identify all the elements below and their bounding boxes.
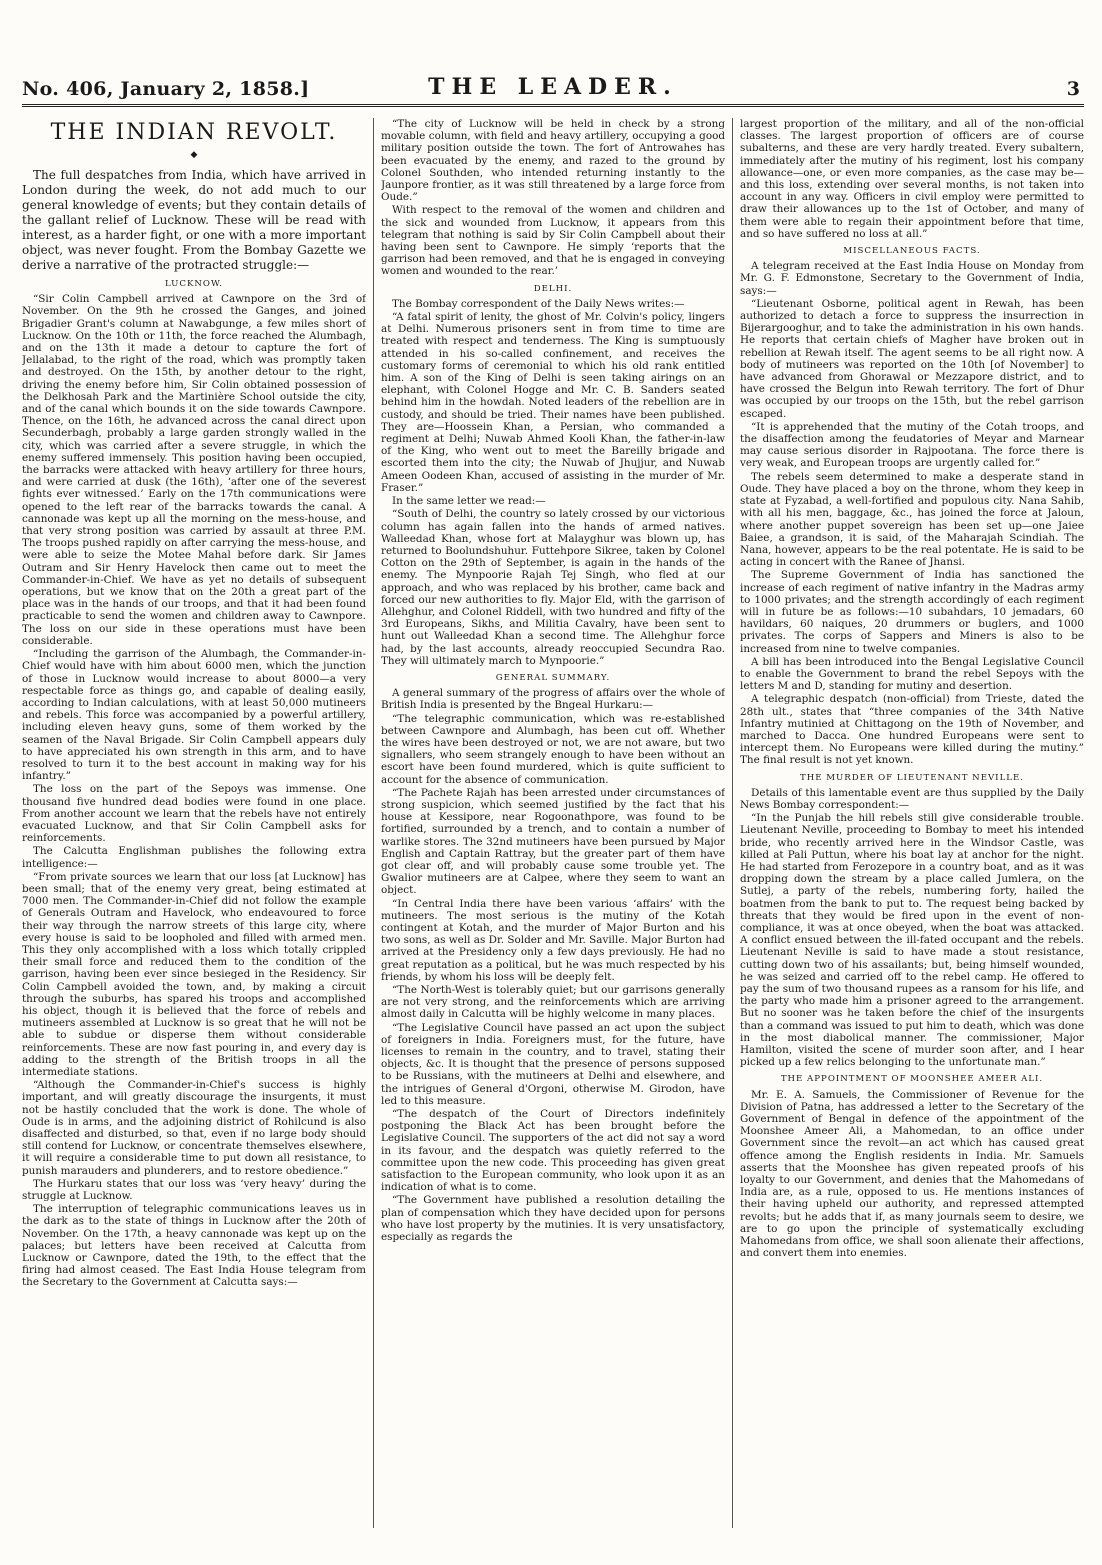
paragraph: Mr. E. A. Samuels, the Commissioner of Revenue for the Division of Patna, has addressed a letter to the Secretary of the Government of Bengal in defence of the appointment of the Moonshee Ameer Ali, a Mahomedan, to an office under Government since the revolt—an act which has caused great offence among the English residents in India. Mr. Samuels asserts that the Moonshee has given repeated proofs of his loyalty to our Government, and denies that the Mahomedans of India are, as a rule, opposed to us. He mentions instances of their having upheld our authority, and repressed attempted revolts; but he adds that if, as many journals seem to desire, we are to go upon the principle of systematically excluding Mahomedans from office, we shall soon alienate their affections, and convert them into enemies. — [740, 1088, 1084, 1260]
paragraph: “The Pachete Rajah has been arrested under circumstances of strong suspicion, which seemed justified by the fact that his house at Kessipore, near Rogoonathpore, was found to be fortified, surrounded by a trench, and to contain a number of warlike stores. The 32nd mutineers have been pursued by Major English and Captain Rattray, but the greater part of them have got clear off, and will probably cause some trouble yet. The Gwalior mutineers are at Calpee, where they seem to want an object. — [381, 786, 725, 897]
column-rule — [373, 118, 374, 1528]
column-3 — [740, 118, 1084, 1528]
newspaper-title: THE LEADER. — [428, 74, 678, 100]
paragraph: “The Government have published a resolution detailing the plan of compensation which they have decided upon for persons who have lost property by the mutinies. It is very unsatisfactory, especially as regards the — [381, 1194, 725, 1244]
paragraph: A telegram received at the East India House on Monday from Mr. G. F. Edmonstone, Secretary to the Government of India, says:— — [740, 260, 1084, 297]
paragraph: The Hurkaru states that our loss was ‘very heavy’ during the struggle at Lucknow. — [22, 1177, 366, 1203]
section-heading: GENERAL SUMMARY. — [495, 672, 611, 683]
column-rule — [732, 118, 733, 1528]
paragraph: Details of this lamentable event are thus supplied by the Daily News Bombay correspondent:— — [740, 786, 1084, 811]
paragraph: “Although the Commander-in-Chief's success is highly important, and will greatly discourage the insurgents, it must not be hastily concluded that the work is done. The whole of Oude is in arms, and the adjoining district of Rohilcund is also disaffected and disturbed, so that, even if no large body should still contend for Lucknow, or concentrate themselves elsewhere, it will require a considerable time to put down all resistance, to punish marauders and plunderers, and to restore obedience.” — [22, 1079, 366, 1177]
paragraph: “From private sources we learn that our loss [at Lucknow] has been small; that of the enemy very great, being estimated at 7000 men. The Commander-in-Chief did not follow the example of Generals Outram and Havelock, who endeavoured to force their way through the narrow streets of this large city, where every house is said to be loopholed and filled with armed men. This they only accomplished with a loss which totally crippled their small force and reduced them to the condition of the garrison, having been ever since besieged in the Residency. Sir Colin Campbell avoided the town, and, by making a circuit through the suburbs, has spared his troops and accomplished his object, though it is believed that the force of rebels and mutineers assembled at Lucknow is so great that he will not be able to subdue or disperse them without considerable reinforcements. These are now fast pouring in, and every day is adding to the strength of the British troops in all the intermediate stations. — [22, 870, 366, 1078]
paragraph: “The Legislative Council have passed an act upon the subject of foreigners in India. Foreigners must, for the future, have licenses to remain in the country, and to travel, stating their objects, &c. It is thought that the presence of persons supposed to be Russians, with the mutineers at Delhi and elsewhere, and the intrigues of General d'Orgoni, otherwise M. Girodon, have led to this measure. — [381, 1021, 725, 1107]
paragraph: In the same letter we read:— — [392, 495, 546, 508]
paragraph: “The despatch of the Court of Directors indefinitely postponing the Black Act has been brought before the Legislative Council. The supporters of the act did not say a word in its favour, and the despatch was quietly referred to the committee upon the new code. This proceeding has given great satisfaction to the European community, who look upon it as an indication of what is to come. — [381, 1108, 725, 1194]
paragraph: “A fatal spirit of lenity, the ghost of Mr. Colvin's policy, lingers at Delhi. Numerous prisoners sent in from time to time are treated with respect and tenderness. The King is sumptuously attended in his so-called confinement, and receives the customary forms of ceremonial to which his old rank entitled him. A son of the King of Delhi is seen taking airings on an elephant, with Colonel Hogge and Mr. C. B. Sanders seated behind him in the howdah. Noted leaders of the rebellion are in custody, and should be tried. Their names have been published. They are—Hoossein Khan, a Persian, who commanded a regiment at Delhi; Nuwab Ahmed Kooli Khan, the father-in-law of the King, who went out to meet the Bareilly brigade and escorted them into the city; the Nuwab of Jhujjur, and Nuwab Ameen Oodeen Khan, accused of assisting in the murder of Mr. Fraser.” — [381, 311, 725, 494]
section-heading: THE MURDER OF LIEUTENANT NEVILLE. — [800, 772, 1024, 783]
paragraph: “Lieutenant Osborne, political agent in Rewah, has been authorized to detach a force to suppress the insurrection in Bijerargooghur, and to take the administration in his own hands. He reports that certain chiefs of Magher have broken out in rebellion at Rewah itself. The agent seems to be all right now. A body of mutineers was reported on the 10th [of November] to have advanced from Ghorawal or Mezzapore district, and to have crossed the Belgun into Rewah territory. The fort of Dhur was occupied by our troops on the 15th, but the rebel garrison escaped. — [740, 297, 1084, 420]
article-columns — [22, 118, 1084, 1528]
masthead — [22, 70, 1084, 107]
paragraph: The Supreme Government of India has sanctioned the increase of each regiment of native infantry in the Madras army to 1000 privates; and the strength accordingly of each regiment will in future be as follows:—10 subahdars, 10 jemadars, 60 havildars, 60 naiques, 20 drummers or buglers, and 1000 privates. The corps of Sappers and Miners is also to be increased from nine to twelve companies. — [740, 569, 1084, 655]
paragraph: “The city of Lucknow will be held in check by a strong movable column, with field and heavy artillery, occupying a good military position outside the town. The fort of Antrowahes has been evacuated by the enemy, and razed to the ground by Colonel Southden, who intended returning instantly to the Jaunpore frontier, as it was still threatened by a large force from Oude.” — [381, 118, 725, 204]
paragraph: The interruption of telegraphic communications leaves us in the dark as to the state of things in Lucknow after the 20th of November. On the 17th, a heavy cannonade was kept up on the palaces; but letters have been received at Calcutta from Lucknow or Cawnpore, dated the 19th, to the effect that the firing had almost ceased. The East India House telegram from the Secretary to the Government at Calcutta says:— — [22, 1203, 366, 1289]
section-heading: MISCELLANEOUS FACTS. — [843, 246, 981, 257]
paragraph: The loss on the part of the Sepoys was immense. One thousand five hundred dead bodies were found in one place. From another account we learn that the rebels have not entirely evacuated Lucknow, and that Sir Colin Campbell asks for reinforcements. — [22, 783, 366, 845]
page-number: 3 — [1066, 78, 1080, 100]
paragraph: “Including the garrison of the Alumbagh, the Commander-in-Chief would have with him about 6000 men, which the junction of those in Lucknow would increase to about 8000—a very respectable force as things go, and capable of dealing easily, according to Indian calculations, with at least 50,000 mutineers and rebels. This force was accompanied by a powerful artillery, including eleven heavy guns, some of them worked by the seamen of the Naval Brigade. Sir Colin Campbell appears duly to have appreciated his own strength in this arm, and to have resolved to turn it to the best account in making way for his infantry.” — [22, 648, 366, 783]
paragraph: The Calcutta Englishman publishes the following extra intelligence:— — [22, 845, 366, 870]
paragraph: “In the Punjab the hill rebels still give considerable trouble. Lieutenant Neville, proceeding to Bombay to meet his intended bride, who recently arrived here in the Windsor Castle, was killed at Pali Puttun, where his boat lay at anchor for the night. He had started from Ferozepore in a country boat, and as it was dropping down the stream by a place called Jumlera, on the Sutlej, a party of the rebels, numbering forty, hailed the boatmen from the bank to put to. The request being backed by threats that they would be fired upon in the event of non-compliance, it was at once obeyed, when the boat was attacked. A conflict ensued between the ill-fated occupant and the rebels. Lieutenant Neville is said to have made a stout resistance, cutting down two of his assailants; but, being himself wounded, he was seized and carried off to the rebel camp. He offered to pay the sum of two thousand rupees as a ransom for his life, and the party who made him a prisoner agreed to the arrangement. But no sooner was he taken before the chief of the insurgents than a command was issued to put him to death, which was done in the most diabolical manner. The commissioner, Major Hamilton, visited the scene of murder soon after, and I hear picked up a few relics belonging to the unfortunate man.” — [740, 812, 1084, 1069]
paragraph: A bill has been introduced into the Bengal Legislative Council to enable the Government to brand the rebel Sepoys with the letters M and D, standing for mutiny and desertion. — [740, 655, 1084, 693]
section-heading: THE APPOINTMENT OF MOONSHEE AMEER ALI. — [780, 1074, 1044, 1085]
paragraph: “Sir Colin Campbell arrived at Cawnpore on the 3rd of November. On the 9th he crossed the Ganges, and joined Brigadier Grant's column at Nawabgunge, a few miles short of Lucknow. On the 10th or 11th, the force reached the Alumbagh, and on the 13th it made a detour to capture the fort of Jellalabad, to the right of the road, which was promptly taken and destroyed. On the 15th, by another detour to the right, driving the enemy before him, Sir Colin obtained possession of the Delkhosah Park and the Martinière School outside the city, and of the canal which bounds it on the side towards Cawnpore. Thence, on the 16th, he advanced across the canal direct upon Secunderbagh, probably a large garden strongly walled in the city, which was carried after a severe struggle, in which the enemy suffered immensely. This position having been occupied, the barracks were attacked with heavy artillery for three hours, and were carried at dusk (the 16th), ‘after one of the severest fights ever witnessed.’ Early on the 17th communications were opened to the left rear of the barracks towards the canal. A cannonade was kept up all the morning on the mess-house, and that very strong position was carried by assault at three P.M. The troops pushed rapidly on after carrying the mess-house, and were able to seize the Motee Mahal before dark. Sir James Outram and Sir Henry Havelock then came out to meet the Commander-in-Chief. We have as yet no details of subsequent operations, but we know that on the 20th a great part of the place was in the hands of our troops, and that it had been found practicable to send the women and children away to Cawnpore. The loss on our side in these operations must have been considerable. — [22, 293, 366, 647]
column-1 — [22, 118, 366, 1528]
paragraph: The Bombay correspondent of the Daily News writes:— — [392, 297, 685, 310]
paragraph: With respect to the removal of the women and children and the sick and wounded from Lucknow, it appears from this telegram that nothing is said by Sir Colin Campbell about their having been sent to Cawnpore. He simply ‘reports that the garrison had been removed, and that he is engaged in conveying women and wounded to the rear.’ — [381, 204, 725, 278]
paragraph: “In Central India there have been various ‘affairs’ with the mutineers. The most serious is the mutiny of the Kotah contingent at Kotah, and the murder of Major Burton and his two sons, as well as Dr. Solder and Mr. Saville. Major Burton had arrived at the Presidency only a few days previously. He had no great reputation as a political, but he was much respected by his friends, by whom his loss will be deeply felt. — [381, 897, 725, 983]
paragraph: largest proportion of the military, and all of the non-official classes. The largest proportion of officers are of course subalterns, and these are very hardly treated. Every subaltern, immediately after the mutiny of his regiment, lost his company allowance—one, or even more companies, as the case may be—and this loss, extending over several months, is not taken into account in any way. Officers in civil employ were permitted to draw their allowances up to the 1st of October, and many of them were able to regain their appointment before that time, and so have suffered no loss at all.” — [740, 118, 1084, 240]
paragraph: “It is apprehended that the mutiny of the Cotah troops, and the disaffection among the feudatories of Meyar and Marnear may cause serious disorder in Rajpootana. The force there is very weak, and European troops are urgently called for.” — [740, 420, 1084, 470]
paragraph: A telegraphic despatch (non-official) from Trieste, dated the 28th ult., states that “three companies of the 34th Native Infantry mutinied at Chittagong on the 19th of November, and marched to Dacca. One hundred Europeans were sent to intercept them. No Europeans were killed during the mutiny.” The final result is not yet known. — [740, 693, 1084, 767]
section-heading: DELHI. — [533, 283, 573, 294]
article-headline: THE INDIAN REVOLT. — [50, 120, 338, 145]
column-2 — [381, 118, 725, 1528]
paragraph: “South of Delhi, the country so lately crossed by our victorious column has again fallen into the hands of armed natives. Walleedad Khan, whose fort at Malayghur was blown up, has returned to Boolundshuhur. Futtehpore Sikree, taken by Colonel Cotton on the 29th of September, is again in the hands of the enemy. The Mynpoorie Rajah Tej Singh, who fled at our approach, and who was replaced by his brother, came back and forced our new authorities to fly. Major Eld, with the garrison of Allehghur, and Colonel Riddell, with two hundred and fifty of the 3rd Europeans, Sikhs, and Militia Cavalry, have been sent to hunt out Walleedad Khan a second time. The Allehghur force had, by the last accounts, already reoccupied Secundra Rao. They will ultimately march to Mynpoorie.” — [381, 508, 725, 667]
issue-line: No. 406, January 2, 1858.] — [22, 78, 310, 100]
paragraph: A general summary of the progress of affairs over the whole of British India is presented by the Bngeal Hurkaru:— — [381, 687, 725, 712]
paragraph: The rebels seem determined to make a desperate stand in Oude. They have placed a boy on the throne, whom they keep in state at Fyzabad, a well-fortified and populous city. Nana Sahib, with all his men, baggage, &c., has joined the force at Jaloun, where another puppet sovereign has been set up—one Jaiee Baiee, a grandson, it is said, of the Maharajah Scindiah. The Nana, however, appears to be the real potentate. He is said to be acting in concert with the Ranee of Jhansi. — [740, 470, 1084, 569]
paragraph: “The telegraphic communication, which was re-established between Cawnpore and Alumbagh, has been cut off. Whether the wires have been destroyed or not, we are not aware, but two signallers, who seem strangely enough to have been without an escort have been found murdered, which is quite sufficient to account for the absence of communication. — [381, 712, 725, 786]
intro-paragraph: The full despatches from India, which have arrived in London during the week, do not add much to our general knowledge of events; but they contain details of the gallant relief of Lucknow. These will be read with interest, as a harder fight, or one with a more important object, was never fought. From the Bombay Gazette we derive a narrative of the protracted struggle:— — [22, 168, 366, 272]
ornament-icon: ◆ — [190, 150, 198, 160]
section-heading: LUCKNOW. — [164, 279, 224, 289]
paragraph: “The North-West is tolerably quiet; but our garrisons generally are not very strong, and the reinforcements which are arriving almost daily in Calcutta will be highly welcome in many places. — [381, 984, 725, 1021]
